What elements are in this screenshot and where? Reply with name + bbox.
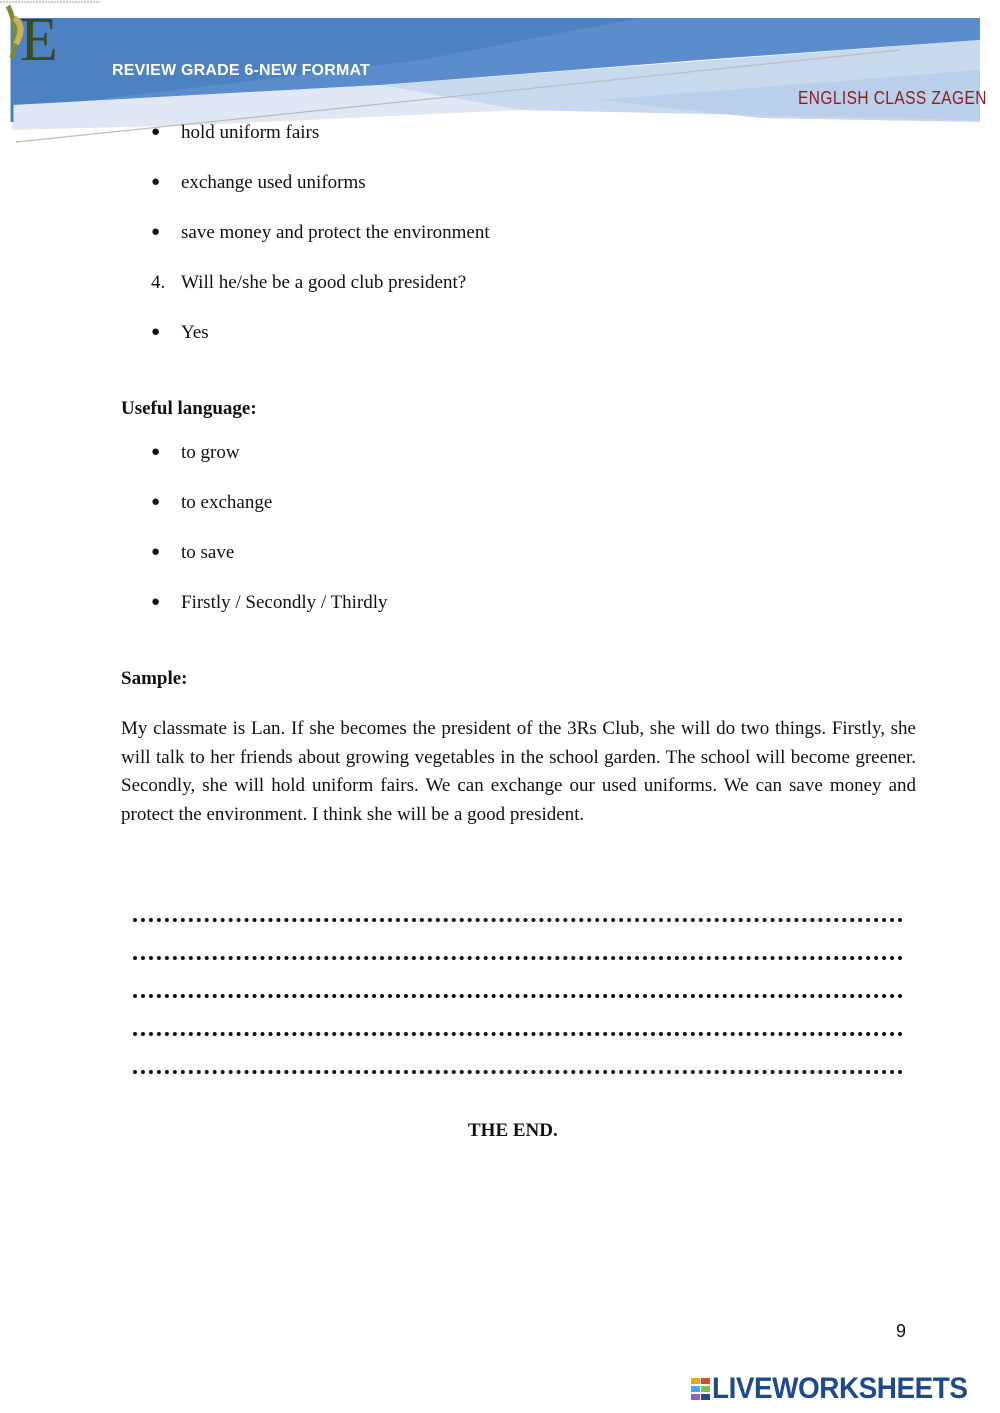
- list-item-text: to save: [181, 542, 235, 563]
- sample-paragraph: My classmate is Lan. If she becomes the president of the 3Rs Club, she will do two things. Firstly, she will talk to her friends about growing vegetables in the school garden. The school will become greener. Secondly, she will hold uniform fairs. We can exchange our used uniforms. We can save money and protect the environment. I think she will be a good president.: [121, 718, 916, 825]
- bullet-icon: ●: [151, 444, 161, 460]
- list-item-text: to exchange: [181, 492, 273, 513]
- bullet-icon: ●: [151, 594, 161, 610]
- answer-line[interactable]: [133, 952, 903, 960]
- sample-heading: Sample:: [121, 668, 188, 689]
- answer-line[interactable]: [133, 1028, 903, 1036]
- bullet-icon: ●: [151, 174, 161, 190]
- bullet-icon: ●: [151, 324, 161, 340]
- useful-language-heading: Useful language:: [121, 398, 257, 419]
- answer-line[interactable]: [133, 914, 903, 922]
- answer-text: Yes: [181, 322, 209, 343]
- liveworksheets-brand: LIVEWORKSHEETS: [712, 1372, 968, 1405]
- answer-line[interactable]: [133, 990, 903, 998]
- logo-e-icon: [0, 0, 58, 74]
- answer-line[interactable]: [133, 1066, 903, 1074]
- bullet-icon: ●: [151, 124, 161, 140]
- list-item-text: save money and protect the environment: [181, 222, 490, 243]
- document-title: REVIEW GRADE 6-NEW FORMAT: [112, 62, 371, 79]
- bullet-icon: ●: [151, 494, 161, 510]
- page-header: [0, 0, 1000, 150]
- logo-text: ENGLISH CLASS ZAGEN: [798, 88, 987, 108]
- list-item-text: Firstly / Secondly / Thirdly: [181, 592, 388, 613]
- list-item-text: to grow: [181, 442, 240, 463]
- list-item-text: hold uniform fairs: [181, 122, 320, 143]
- liveworksheets-logo-icon: [690, 1376, 712, 1402]
- question-number: 4.: [151, 272, 166, 293]
- bullet-icon: ●: [151, 544, 161, 560]
- list-item-text: exchange used uniforms: [181, 172, 366, 193]
- logo-letter: E: [20, 6, 58, 74]
- the-end-label: THE END.: [468, 1120, 558, 1141]
- liveworksheets-footer[interactable]: [690, 1372, 990, 1406]
- bullet-icon: ●: [151, 224, 161, 240]
- logo-tagline-decoration: [0, 0, 100, 4]
- question-text: Will he/she be a good club president?: [181, 272, 467, 293]
- page-number: 9: [896, 1321, 907, 1341]
